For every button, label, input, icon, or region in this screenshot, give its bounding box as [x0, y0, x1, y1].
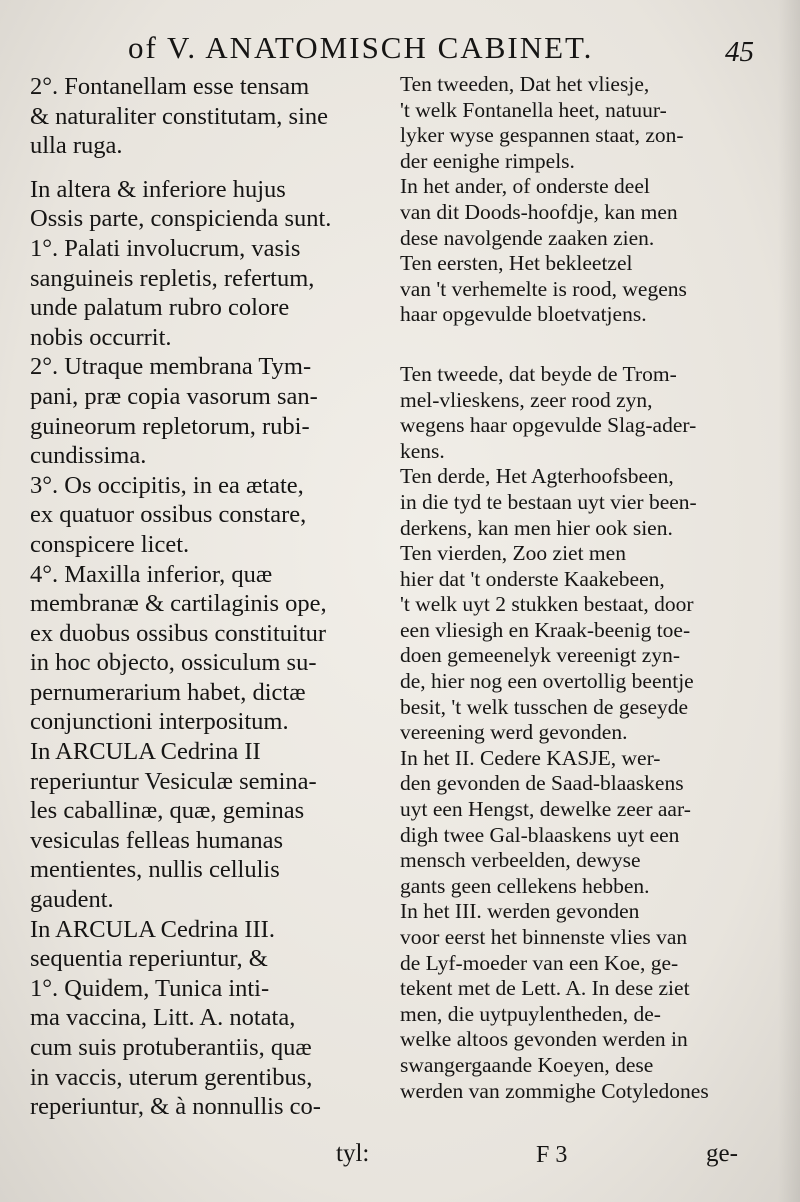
paragraph	[400, 362, 780, 464]
text-line: de, hier nog een overtollig beentje	[400, 669, 694, 694]
page-edge-shadow	[778, 0, 800, 1202]
text-line: van 't verhemelte is rood, wegens	[400, 276, 687, 301]
text-line: besit, 't welk tusschen de geseyde	[400, 694, 689, 719]
paragraph	[400, 464, 780, 541]
text-line: voor eerst het binnenste vlies van	[400, 925, 688, 949]
text-line: guineorum repletorum, rubi-	[30, 412, 310, 440]
text-line: wegens haar opgevulde Slag-ader-	[400, 413, 697, 438]
text-line: der eenighe rimpels.	[400, 148, 575, 173]
text-line: pernumerarium habet, dictæ	[30, 678, 306, 706]
text-line: 't welk uyt 2 stukken bestaat, door	[400, 592, 694, 617]
text-line: unde palatum rubro colore	[30, 294, 290, 322]
text-line: conspicere licet.	[30, 530, 190, 558]
text-line: van dit Doods-hoofdje, kan men	[400, 199, 678, 224]
paragraph-gap	[400, 328, 780, 362]
text-line: 2°. Fontanellam esse tensam	[30, 73, 310, 100]
text-line: conjunctioni interpositum.	[30, 708, 289, 736]
text-line: den gevonden de Saad-blaaskens	[400, 771, 684, 796]
text-line: gaudent.	[30, 886, 114, 914]
text-line: doen gemeenelyk vereenigt zyn-	[400, 643, 680, 668]
text-line: dese navolgende zaaken zien.	[400, 225, 655, 250]
latin-catchword: tyl:	[336, 1140, 370, 1167]
text-line: in die tyd te bestaan uyt vier been-	[400, 489, 697, 514]
text-line: reperiuntur Vesiculæ semina-	[30, 767, 317, 795]
text-line: een vliesigh en Kraak-beenig toe-	[400, 617, 691, 642]
text-line: digh twee Gal-blaaskens uyt een	[400, 822, 680, 847]
text-line: derkens, kan men hier ook sien.	[400, 515, 673, 540]
text-line: 4°. Maxilla inferior, quæ	[30, 560, 273, 588]
text-line: Ten tweeden, Dat het vliesje,	[400, 72, 650, 96]
text-line: men, die uytpuylentheden, de-	[400, 1001, 661, 1026]
text-line: 1°. Quidem, Tunica inti-	[30, 974, 270, 1002]
text-line: membranæ & cartilaginis ope,	[30, 590, 327, 618]
text-line: uyt een Hengst, dewelke zeer aar-	[400, 797, 691, 822]
text-line: kens.	[400, 438, 445, 463]
text-line: In ARCULA Cedrina III.	[30, 915, 275, 943]
paragraph	[400, 541, 780, 746]
text-line: In het ander, of onderste deel	[400, 174, 650, 199]
latin-column	[30, 72, 378, 1122]
text-line: lyker wyse gespannen staat, zon-	[400, 123, 684, 148]
text-line: In het III. werden gevonden	[400, 899, 640, 924]
paragraph	[30, 72, 378, 161]
text-line: de Lyf-moeder van een Koe, ge-	[400, 950, 679, 975]
paragraph	[30, 234, 378, 352]
text-line: & naturaliter constitutam, sine	[30, 102, 329, 130]
text-line: gants geen cellekens hebben.	[400, 873, 650, 898]
text-line: reperiuntur, & à nonnullis co-	[30, 1093, 321, 1121]
paragraph	[400, 174, 780, 251]
page-number: 45	[725, 36, 754, 68]
paragraph	[30, 737, 378, 915]
paragraph	[400, 251, 780, 328]
text-line: tekent met de Lett. A. In dese ziet	[400, 976, 690, 1001]
text-line: hier dat 't onderste Kaakebeen,	[400, 566, 665, 591]
text-line: mentientes, nullis cellulis	[30, 856, 280, 884]
text-line: 1°. Palati involucrum, vasis	[30, 234, 301, 262]
paragraph	[400, 746, 780, 900]
text-line: cum suis protuberantiis, quæ	[30, 1034, 312, 1061]
text-line: cundissima.	[30, 442, 147, 470]
text-line: 't welk Fontanella heet, natuur-	[400, 97, 667, 122]
text-line: swangergaande Koeyen, dese	[400, 1052, 654, 1077]
text-line: ex quatuor ossibus constare,	[30, 501, 307, 529]
dutch-catchword: ge-	[706, 1140, 738, 1167]
text-line: In het II. Cedere KASJE, wer-	[400, 745, 661, 770]
paragraph	[30, 471, 378, 560]
text-line: In altera & inferiore hujus	[30, 175, 286, 203]
text-line: 3°. Os occipitis, in ea ætate,	[30, 471, 304, 499]
text-line: werden van zommighe Cotyledones	[400, 1078, 709, 1103]
text-line: ex duobus ossibus constituitur	[30, 619, 327, 647]
paragraph	[30, 560, 378, 738]
text-line: Ten tweede, dat beyde de Trom-	[400, 361, 677, 386]
text-line: Ten derde, Het Agterhoofsbeen,	[400, 464, 674, 489]
signature-mark: F 3	[536, 1142, 568, 1168]
running-head: of V. ANATOMISCH CABINET.	[128, 30, 594, 65]
text-line: Ten eersten, Het bekleetzel	[400, 251, 633, 276]
text-line: welke altoos gevonden werden in	[400, 1027, 688, 1052]
text-line: sanguineis repletis, refertum,	[30, 264, 315, 292]
text-line: haar opgevulde bloetvatjens.	[400, 302, 647, 327]
text-line: in hoc objecto, ossiculum su-	[30, 649, 317, 677]
paragraph	[30, 974, 378, 1122]
text-line: In ARCULA Cedrina II	[30, 738, 261, 766]
text-line: nobis occurrit.	[30, 323, 172, 351]
page-footer	[0, 1140, 800, 1180]
text-line: vesiculas felleas humanas	[30, 826, 284, 854]
text-line: ma vaccina, Litt. A. notata,	[30, 1004, 296, 1032]
text-line: les caballinæ, quæ, geminas	[30, 797, 305, 825]
text-line: ulla ruga.	[30, 132, 123, 160]
text-line: mel-vlieskens, zeer rood zyn,	[400, 387, 653, 412]
text-line: vereening werd gevonden.	[400, 720, 628, 745]
paragraph	[30, 352, 378, 470]
paragraph	[30, 915, 378, 974]
text-line: mensch verbeelden, dewyse	[400, 848, 641, 873]
text-line: in vaccis, uterum gerentibus,	[30, 1063, 313, 1091]
paragraph	[400, 899, 780, 1104]
paragraph	[30, 175, 378, 234]
text-line: sequentia reperiuntur, &	[30, 945, 268, 973]
dutch-column	[400, 72, 780, 1104]
paragraph-gap	[30, 161, 378, 175]
text-line: Ten vierden, Zoo ziet men	[400, 541, 626, 566]
text-line: pani, præ copia vasorum san-	[30, 382, 318, 410]
text-line: 2°. Utraque membrana Tym-	[30, 353, 312, 381]
text-line: Ossis parte, conspicienda sunt.	[30, 205, 332, 233]
paragraph	[400, 72, 780, 174]
